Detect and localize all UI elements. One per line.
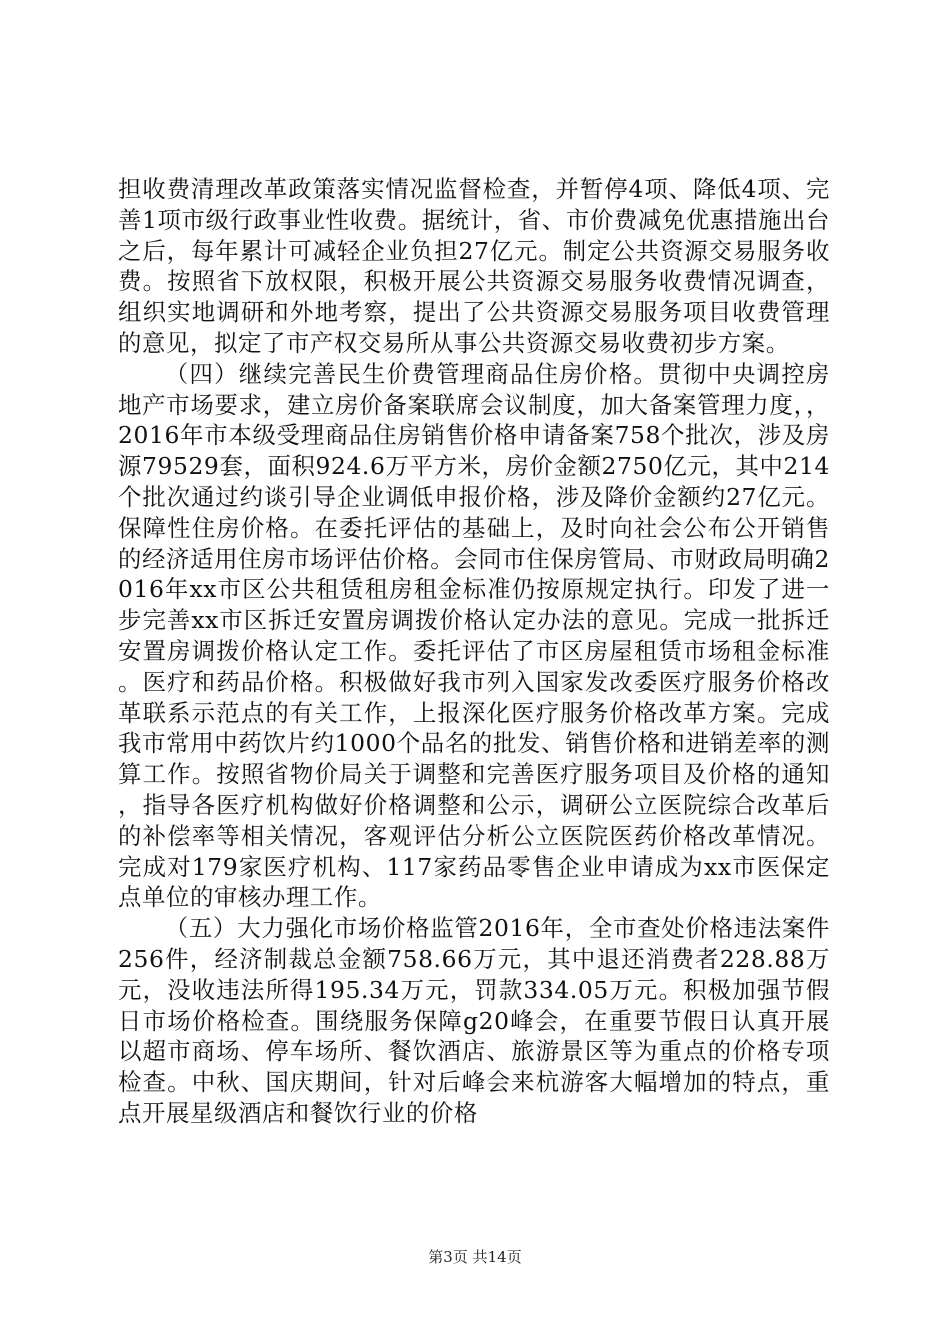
document-body	[118, 174, 830, 1129]
paragraph-market-supervision: （五）大力强化市场价格监管2016年，全市查处价格违法案件256件，经济制裁总金额758.66万元，其中退还消费者228.88万元，没收违法所得195.34万元，罚款334.05万元。积极加强节假日市场价格检查。围绕服务保障g20峰会，在重要节假日认真开展以超市商场、停车场所、餐饮酒店、旅游景区等为重点的价格专项检查。中秋、国庆期间，针对后峰会来杭游客大幅增加的特点，重点开展星级酒店和餐饮行业的价格	[118, 914, 830, 1127]
page-number-footer: 第3页 共14页	[428, 1248, 522, 1266]
paragraph-fee-cleanup: 担收费清理改革政策落实情况监督检查，并暂停4项、降低4项、完善1项市级行政事业性收费。据统计，省、市价费减免优惠措施出台之后，每年累计可减轻企业负担27亿元。制定公共资源交易服务收费。按照省下放权限，积极开展公共资源交易服务收费情况调查，组织实地调研和外地考察，提出了公共资源交易服务项目收费管理的意见，拟定了市产权交易所从事公共资源交易收费初步方案。	[118, 175, 830, 357]
paragraph-livelihood-pricing: （四）继续完善民生价费管理商品住房价格。贯彻中央调控房地产市场要求，建立房价备案联席会议制度，加大备案管理力度，，2016年市本级受理商品住房销售价格申请备案758个批次，涉及房源79529套，面积924.6万平方米，房价金额2750亿元，其中214个批次通过约谈引导企业调低申报价格，涉及降价金额约27亿元。保障性住房价格。在委托评估的基础上，及时向社会公布公开销售的经济适用住房市场评估价格。会同市住保房管局、市财政局明确2016年xx市区公共租赁租房租金标准仍按原规定执行。印发了进一步完善xx市区拆迁安置房调拨价格认定办法的意见。完成一批拆迁安置房调拨价格认定工作。委托评估了市区房屋租赁市场租金标准。医疗和药品价格。积极做好我市列入国家发改委医疗服务价格改革联系示范点的有关工作，上报深化医疗服务价格改革方案。完成我市常用中药饮片约1000个品名的批发、销售价格和进销差率的测算工作。按照省物价局关于调整和完善医疗服务项目及价格的通知，指导各医疗机构做好价格调整和公示，调研公立医院综合改革后的补偿率等相关情况，客观评估分析公立医院医药价格改革情况。完成对179家医疗机构、117家药品零售企业申请成为xx市医保定点单位的审核办理工作。	[118, 359, 830, 912]
